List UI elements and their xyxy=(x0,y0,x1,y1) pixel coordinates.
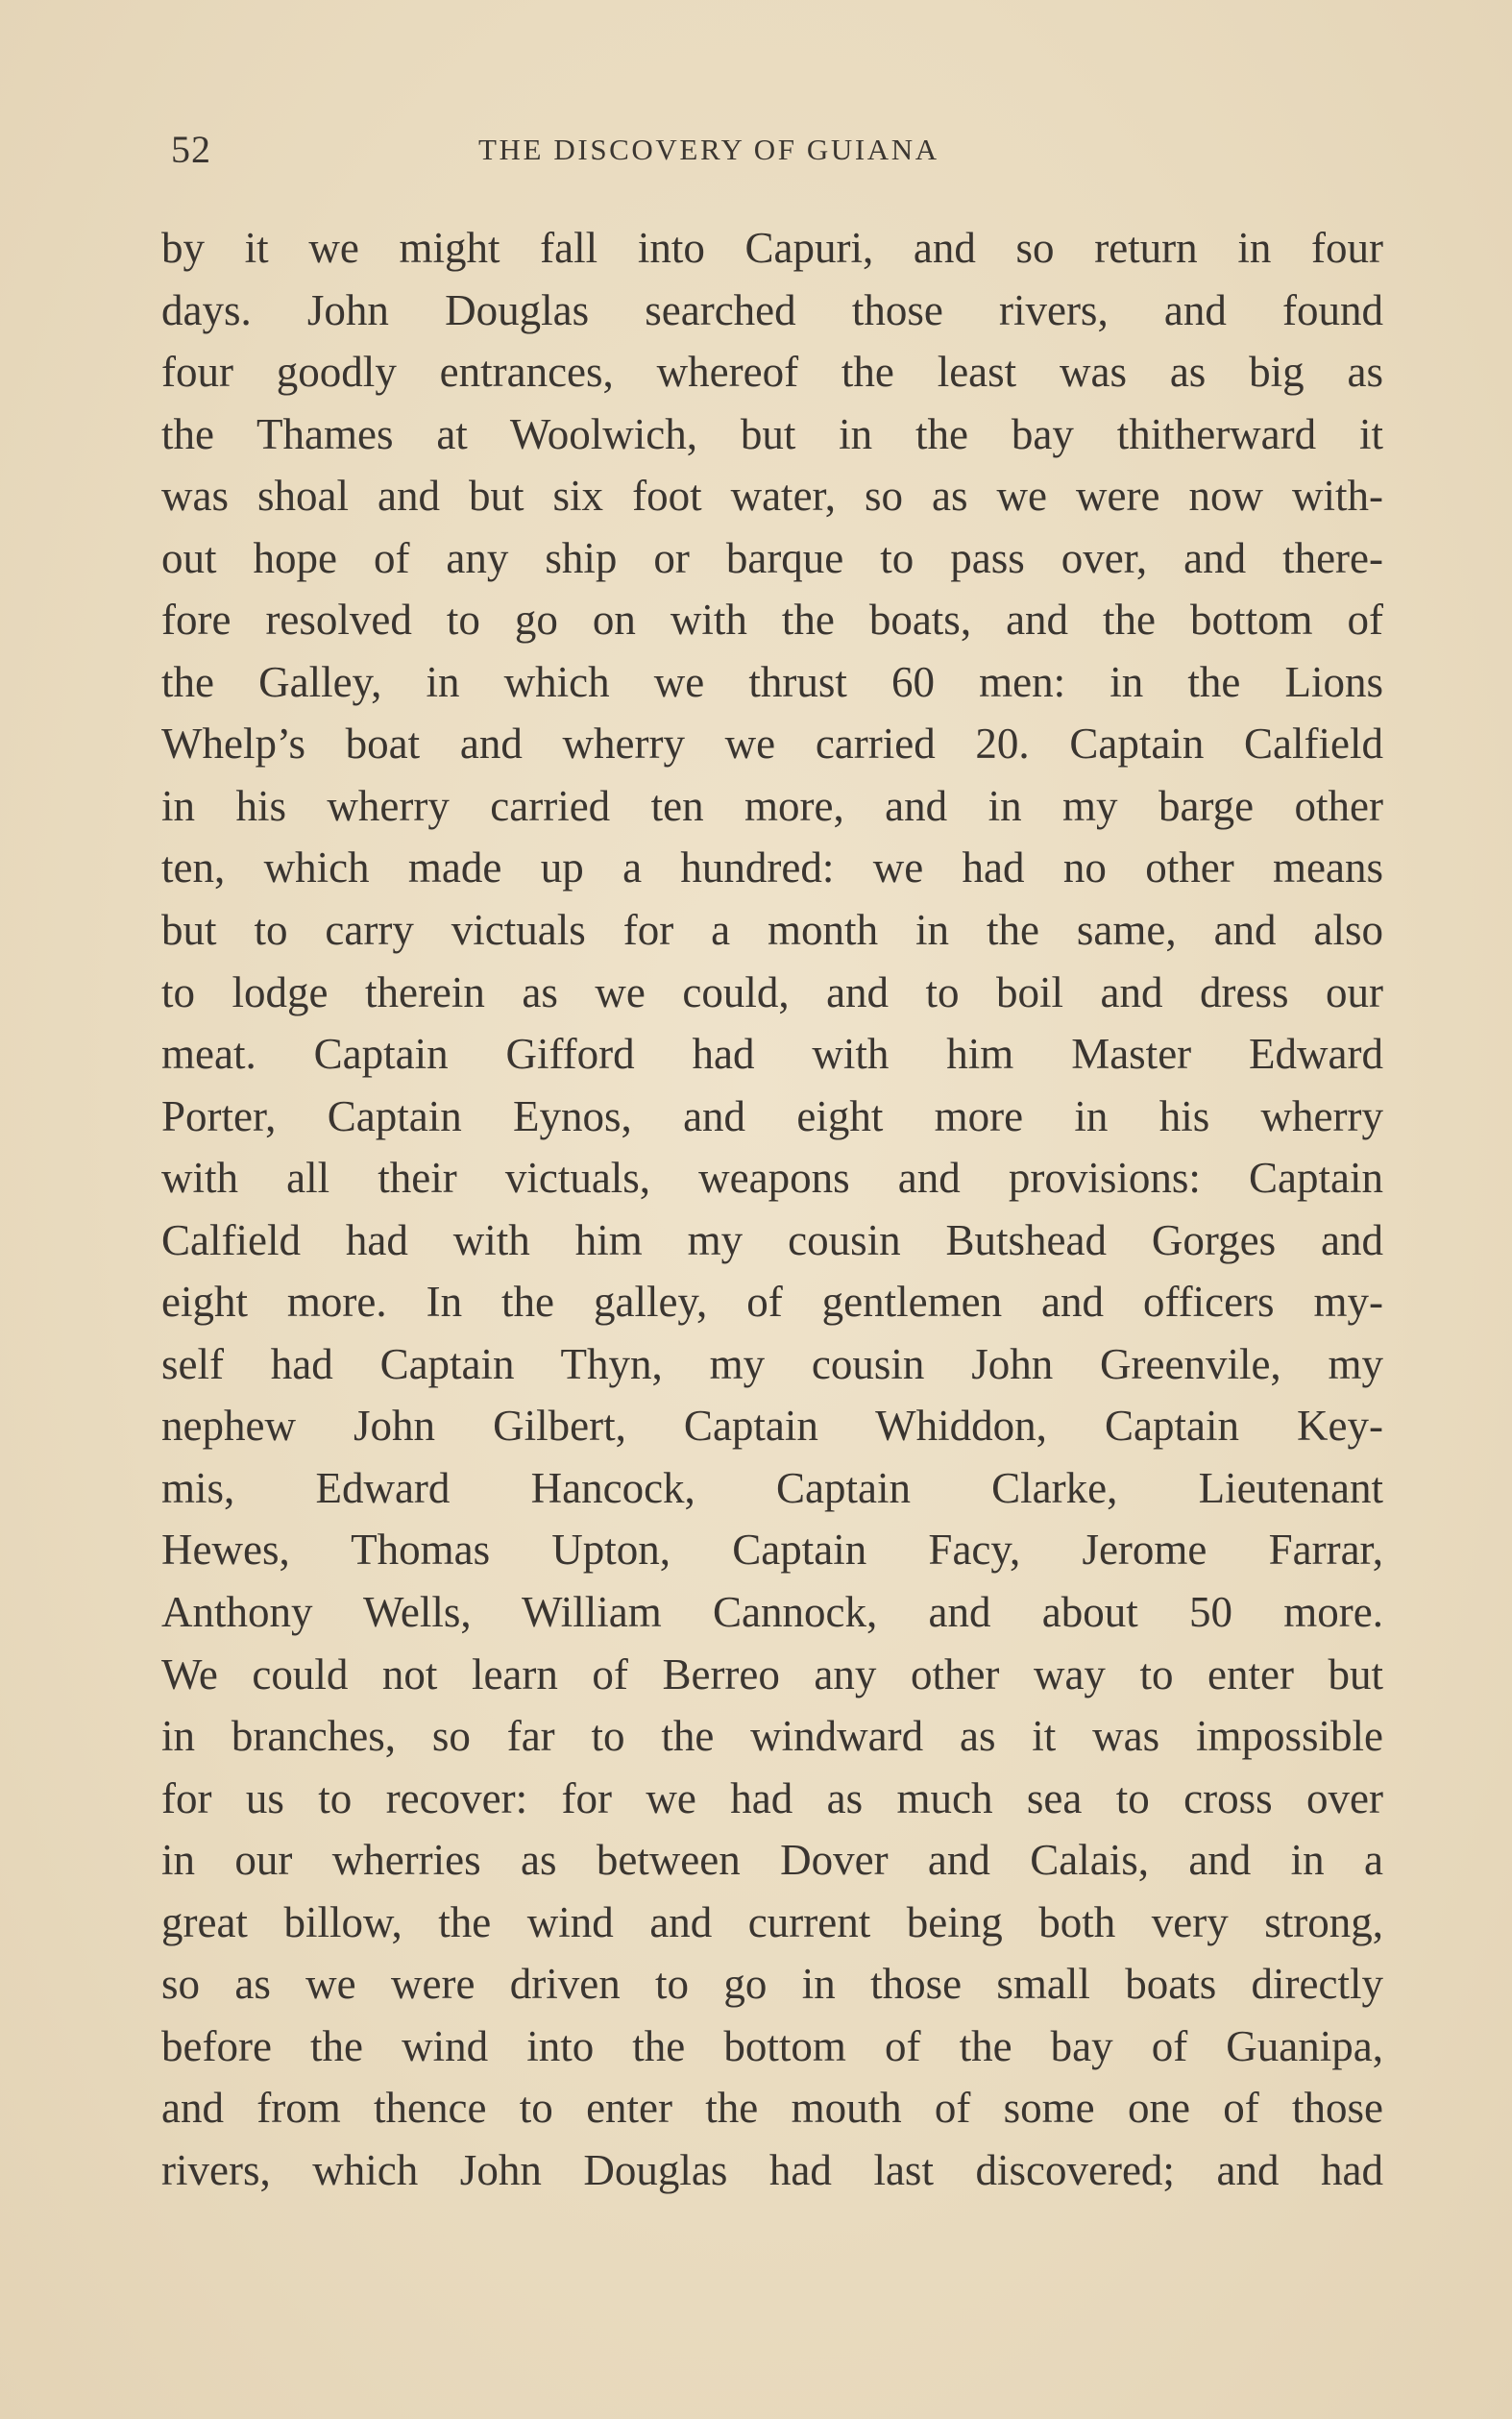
text-line: to lodge therein as we could, and to boil and dress our xyxy=(161,967,1383,1016)
running-title: THE DISCOVERY OF GUIANA xyxy=(478,133,939,166)
text-line: Anthony Wells, William Cannock, and about 50 more. xyxy=(161,1588,1383,1637)
text-line: in branches, so far to the windward as it was impossible xyxy=(161,1712,1383,1761)
text-line: Porter, Captain Eynos, and eight more in his wherry xyxy=(161,1091,1383,1140)
text-line: in our wherries as between Dover and Calais, and in a xyxy=(161,1836,1383,1885)
text-line: mis, Edward Hancock, Captain Clarke, Lieutenant xyxy=(161,1463,1383,1512)
text-line: self had Captain Thyn, my cousin John Greenvile, my xyxy=(161,1339,1383,1388)
text-line: with all their victuals, weapons and provisions: Captain xyxy=(161,1154,1383,1203)
page-number: 52 xyxy=(171,128,211,171)
text-line: so as we were driven to go in those small boats directly xyxy=(161,1960,1383,2009)
text-line: was shoal and but six foot water, so as we were now with- xyxy=(161,472,1383,521)
text-line: and from thence to enter the mouth of some one of those xyxy=(161,2084,1383,2133)
text-line: but to carry victuals for a month in the same, and also xyxy=(161,906,1383,955)
text-line: the Thames at Woolwich, but in the bay thitherward it xyxy=(161,409,1383,458)
text-line: We could not learn of Berreo any other way to enter but xyxy=(161,1649,1383,1698)
page-header xyxy=(161,123,1383,181)
text-line: rivers, which John Douglas had last discovered; and had xyxy=(161,2145,1383,2194)
text-line: Whelp’s boat and wherry we carried 20. Captain Calfield xyxy=(161,720,1383,769)
text-line: Calfield had with him my cousin Butshead Gorges and xyxy=(161,1215,1383,1264)
body-text xyxy=(161,217,1383,2202)
text-line: fore resolved to go on with the boats, and the bottom of xyxy=(161,596,1383,645)
text-line: for us to recover: for we had as much sea to cross over xyxy=(161,1773,1383,1822)
text-line: the Galley, in which we thrust 60 men: in the Lions xyxy=(161,657,1383,706)
text-line: four goodly entrances, whereof the least was as big as xyxy=(161,348,1383,397)
text-line: ten, which made up a hundred: we had no other means xyxy=(161,843,1383,892)
text-line: out hope of any ship or barque to pass over, and there- xyxy=(161,533,1383,582)
text-line: before the wind into the bottom of the bay of Guanipa, xyxy=(161,2021,1383,2070)
text-line: eight more. In the galley, of gentlemen and officers my- xyxy=(161,1278,1383,1327)
text-line: in his wherry carried ten more, and in my barge other xyxy=(161,781,1383,830)
text-line: meat. Captain Gifford had with him Master Edward xyxy=(161,1030,1383,1079)
text-line: great billow, the wind and current being both very strong, xyxy=(161,1897,1383,1946)
text-line: Hewes, Thomas Upton, Captain Facy, Jerome Farrar, xyxy=(161,1526,1383,1575)
text-line: nephew John Gilbert, Captain Whiddon, Captain Key- xyxy=(161,1402,1383,1451)
text-line: days. John Douglas searched those rivers, and found xyxy=(161,285,1383,334)
text-line: by it we might fall into Capuri, and so return in four xyxy=(161,224,1383,272)
